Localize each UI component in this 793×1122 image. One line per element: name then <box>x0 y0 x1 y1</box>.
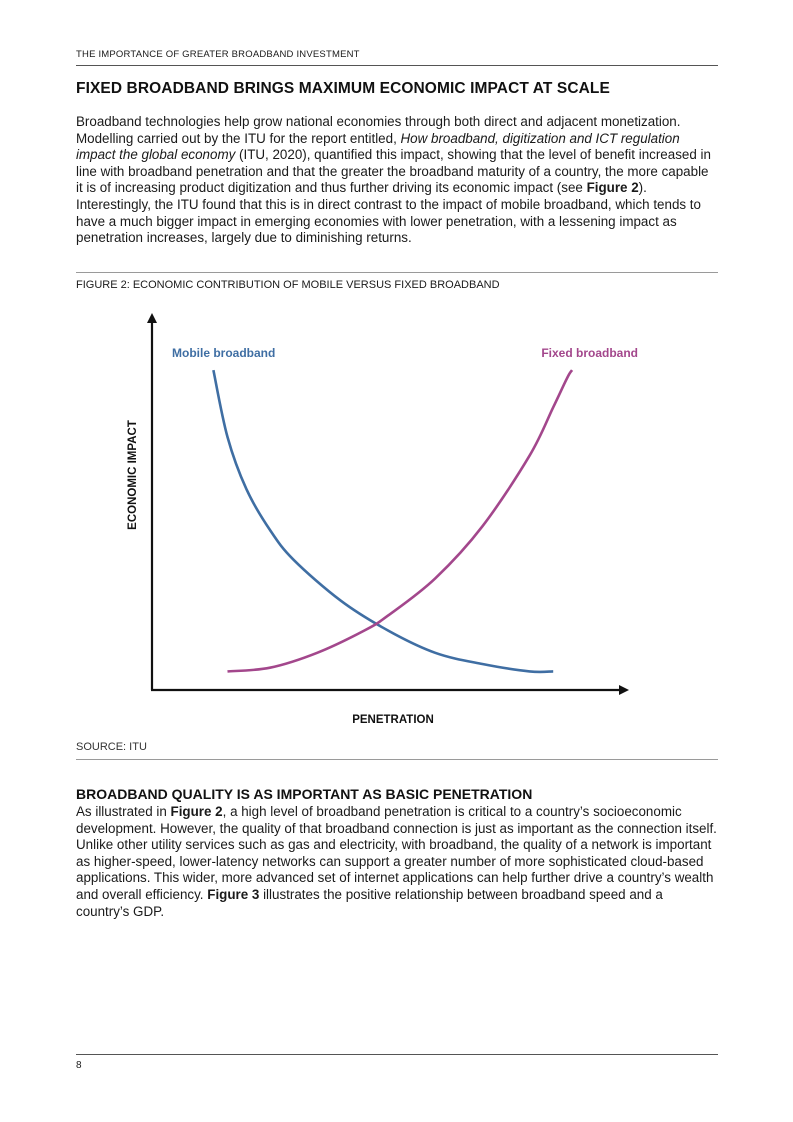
mobile-broadband-line <box>213 370 553 672</box>
quality-text-b: , a high level of broadband penetration is critical to a country’s socioeconomic development. However, the quality of that broadband connection is just as important as the connection itself. Unlike other utility services such as gas and electricity, with broadband, the quality of a network is important as higher-speed, lower-latency networks can support a greater number of more sophisticated cloud-based applications. This wider, more advanced set of internet applications can help further drive a country’s wealth and overall efficiency. <box>76 804 717 902</box>
page-number: 8 <box>76 1060 82 1071</box>
intro-text-a: Broadband technologies help grow national economies through both direct and adjacent monetization. Modelling carried out by the ITU for the report entitled, <box>76 114 681 146</box>
x-axis-label: PENETRATION <box>352 714 434 726</box>
figure-bottom-rule <box>76 759 718 760</box>
footer-rule <box>76 1054 718 1055</box>
figure-caption: FIGURE 2: ECONOMIC CONTRIBUTION OF MOBILE VERSUS FIXED BROADBAND <box>76 279 500 291</box>
figure-source: SOURCE: ITU <box>76 741 147 753</box>
figure-3-reference: Figure 3 <box>207 886 260 902</box>
quality-paragraph <box>76 804 718 920</box>
report-title: How broadband, digitization and ICT regulation impact the global economy <box>76 130 680 163</box>
legend-fixed-broadband: Fixed broadband <box>541 346 638 360</box>
legend-mobile-broadband: Mobile broadband <box>172 346 276 360</box>
running-head: THE IMPORTANCE OF GREATER BROADBAND INVESTMENT <box>76 49 360 60</box>
figure-2-reference: Figure 2 <box>586 180 639 196</box>
y-axis-label: ECONOMIC IMPACT <box>127 420 139 530</box>
intro-text-b: (ITU, 2020), quantified this impact, showing that the level of benefit increased in line with broadband penetration and that the greater the broadband maturity of a country, the more capable it is of increasing product digitization and thus further driving its economic impact (see <box>76 147 711 196</box>
fixed-broadband-line <box>228 370 573 671</box>
figure-2-reference-2: Figure 2 <box>170 804 223 819</box>
section-title-fixed-broadband: FIXED BROADBAND BRINGS MAXIMUM ECONOMIC IMPACT AT SCALE <box>76 80 610 97</box>
quality-text-a: As illustrated in <box>76 804 171 819</box>
quality-text-c: illustrates the positive relationship between broadband speed and a country’s GDP. <box>76 886 663 919</box>
intro-text-c: ). Interestingly, the ITU found that this is in direct contrast to the impact of mobile broadband, which tends to have a much bigger impact in emerging economies with lower penetration, with a lessening impact as penetration increases, largely due to diminishing returns. <box>76 180 701 246</box>
section-title-broadband-quality: BROADBAND QUALITY IS AS IMPORTANT AS BASIC PENETRATION <box>76 786 533 802</box>
